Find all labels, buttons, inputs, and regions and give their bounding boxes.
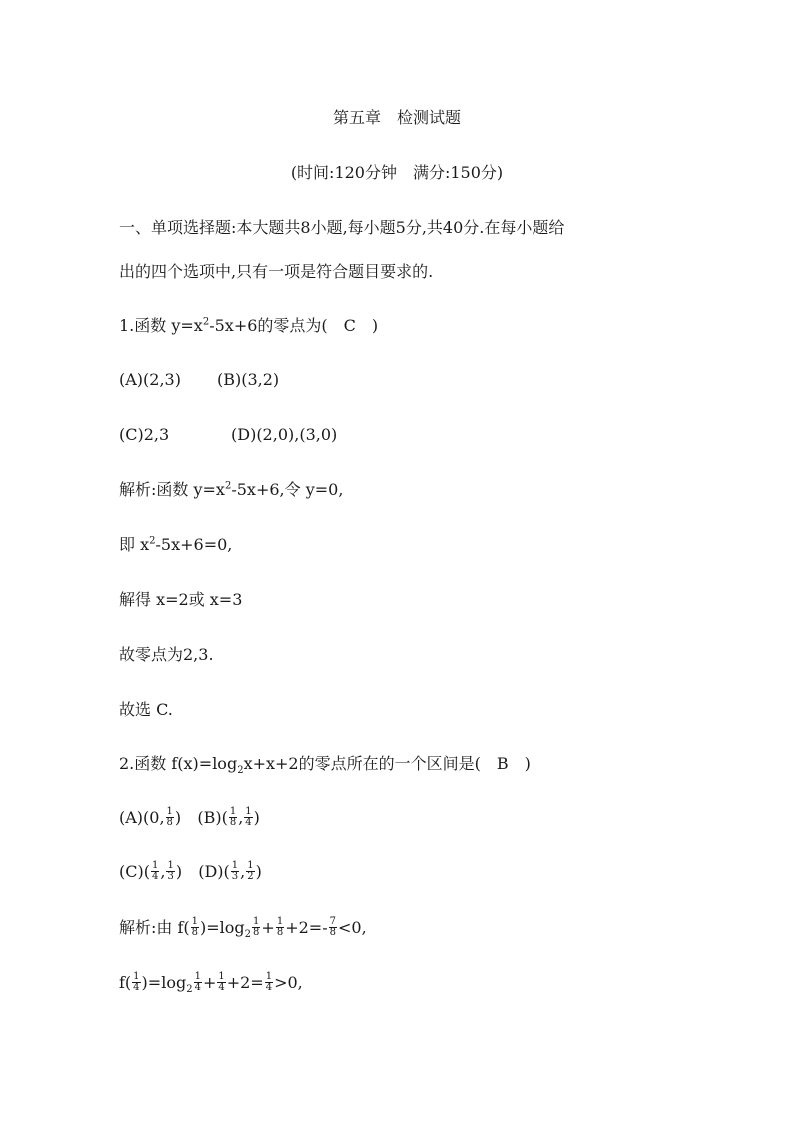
q1-sol2-post: -5x+6=0,: [155, 535, 233, 554]
q1-solution-line1: [119, 480, 343, 500]
q1-solution-line2: [119, 535, 232, 555]
q1-sol1-pre: 解析:函数 y=x: [119, 480, 225, 499]
q1-solution-line5: 故选 C.: [119, 700, 173, 719]
q1-stem-post: -5x+6的零点为( C ): [209, 316, 379, 335]
q2-option-c: (C)(: [119, 862, 150, 881]
fraction: $\frac{1}{3}$: [167, 860, 174, 882]
q2-option-b: (B)(: [197, 808, 228, 827]
q2-sol1-sub: 2: [244, 929, 252, 941]
q2-stem: [119, 754, 531, 777]
q2-stem-post: x+x+2的零点所在的一个区间是( B ): [243, 754, 531, 773]
q1-options-cd: [119, 425, 337, 445]
fraction: $\frac{1}{4}$: [133, 971, 140, 993]
fraction: $\frac{1}{8}$: [166, 806, 173, 828]
fraction: $\frac{1}{4}$: [194, 971, 201, 993]
q1-solution-line4: 故零点为2,3.: [119, 645, 214, 664]
fraction: $\frac{1}{8}$: [191, 916, 199, 938]
fraction: $\frac{7}{8}$: [329, 916, 336, 938]
q1-solution-line3: 解得 x=2或 x=3: [119, 590, 243, 609]
q1-option-b: (B)(3,2): [216, 370, 280, 389]
fraction: $\frac{1}{4}$: [218, 971, 225, 993]
fraction: $\frac{1}{3}$: [231, 860, 239, 882]
page-title: 第五章 检测试题: [332, 108, 461, 127]
q2-options-cd: (C)( $\frac{1}{4}$ , $\frac{1}{3}$ ) (D)( $\frac{1}{3}$ , $\frac{1}{2}$ ): [119, 860, 262, 882]
q2-option-a: (A)(0,: [119, 808, 165, 827]
q2-solution-line2: f( $\frac{1}{4}$ )$=\log_2$ $\frac{1}{4}$ + $\frac{1}{4}$ +2= $\frac{1}{4}$ >0,: [119, 971, 303, 996]
q2-stem-pre: 2.函数 f(x)=log: [119, 754, 238, 773]
q1-sol1-post: -5x+6,令 y=0,: [231, 480, 344, 499]
fraction: $\frac{1}{8}$: [229, 806, 237, 828]
page-subtitle: (时间:120分钟 满分:150分): [290, 163, 504, 182]
fraction: $\frac{1}{8}$: [276, 916, 284, 938]
q1-option-a: (A)(2,3): [119, 370, 181, 389]
q1-stem-pre: 1.函数 y=x: [119, 316, 203, 335]
q2-options-ab: (A)(0, $\frac{1}{8}$ ) (B)( $\frac{1}{8}$ , $\frac{1}{4}$ ): [119, 806, 260, 828]
q1-option-d: (D)(2,0),(3,0): [231, 425, 338, 444]
q2-sol2-pre: f(: [119, 973, 132, 992]
q1-sol1-sup: 2: [224, 480, 232, 492]
q2-solution-line1: 解析:由 f( $\frac{1}{8}$ )$=\log_2$ $\frac{1}{8}$ + $\frac{1}{8}$ +2=- $\frac{7}{8}$ <0,: [119, 916, 367, 941]
fraction: $\frac{1}{8}$: [253, 916, 260, 938]
q1-sol2-sup: 2: [149, 535, 156, 547]
fraction: $\frac{1}{4}$: [265, 971, 273, 993]
q1-option-c: (C)2,3: [119, 425, 170, 444]
q1-options-ab: [119, 370, 279, 390]
section-heading-line1: 一、单项选择题:本大题共8小题,每小题5分,共40分.在每小题给: [119, 218, 565, 237]
q2-sol1-pre: 解析:由 f(: [119, 918, 190, 937]
fraction: $\frac{1}{2}$: [247, 860, 254, 882]
q2-stem-sub: 2: [237, 765, 244, 777]
fraction: $\frac{1}{4}$: [151, 860, 159, 882]
q2-option-d: (D)(: [198, 862, 230, 881]
q1-sol2-pre: 即 x: [119, 535, 150, 554]
q2-sol1-mid: )=log: [200, 918, 245, 937]
section-heading-line2: 出的四个选项中,只有一项是符合题目要求的.: [119, 262, 434, 281]
q1-stem: [119, 316, 378, 336]
q1-stem-sup: 2: [202, 316, 210, 328]
fraction: $\frac{1}{4}$: [245, 806, 252, 828]
